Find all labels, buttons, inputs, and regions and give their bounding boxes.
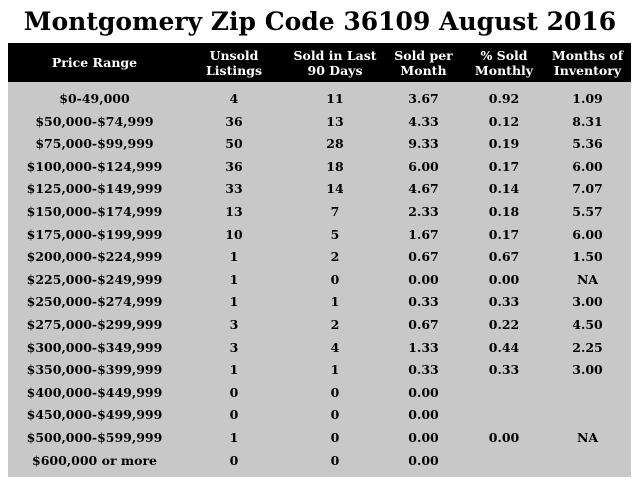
sold-90-days-cell: 0	[330, 452, 340, 468]
months-inventory-cell: 5.57	[572, 204, 603, 219]
price-range-cell: $225,000-$249,999	[26, 271, 163, 287]
table-row	[8, 224, 631, 247]
header-sold-month-line-1: Sold per	[394, 47, 453, 63]
unsold-listings-cell: 0	[229, 407, 239, 423]
price-range-cell: $500,000-$599,999	[26, 430, 163, 445]
table-row	[8, 337, 631, 360]
pct-sold-monthly-cell	[464, 382, 544, 405]
price-range-cell: $250,000-$274,999	[26, 294, 163, 310]
pct-sold-monthly-cell: 0.14	[488, 181, 520, 197]
unsold-listings-cell: 3	[229, 317, 239, 332]
header-sold-per-month	[383, 43, 464, 82]
price-range-cell: $300,000-$349,999	[26, 339, 163, 355]
sold-90-days-cell: 0	[330, 407, 340, 423]
header-pct-sold-line-2: Monthly	[474, 62, 534, 78]
sold-per-month-cell: 3.67	[408, 91, 439, 106]
sold-per-month-cell: 0.00	[408, 430, 439, 445]
price-range-cell: $75,000-$99,999	[35, 136, 154, 152]
table-row	[8, 111, 631, 134]
header-price-range	[8, 43, 181, 82]
sold-per-month-cell: 4.33	[408, 113, 439, 129]
header-pct-sold-monthly	[464, 43, 544, 82]
months-inventory-cell: 4.50	[572, 317, 603, 332]
header-pct-sold-line-1: % Sold	[480, 47, 528, 63]
months-inventory-cell: 6.00	[572, 158, 603, 174]
table-row	[8, 88, 631, 111]
page-title: Montgomery Zip Code 36109 August 2016	[23, 7, 617, 36]
sold-90-days-cell: 14	[326, 181, 344, 197]
price-range-cell: $150,000-$174,999	[26, 204, 163, 219]
sold-90-days-cell: 0	[330, 430, 340, 445]
months-inventory-cell: 1.50	[572, 249, 603, 265]
unsold-listings-cell: 1	[229, 430, 239, 445]
price-range-cell: $175,000-$199,999	[26, 226, 163, 242]
months-inventory-cell: NA	[576, 271, 599, 287]
price-range-cell: $100,000-$124,999	[26, 158, 163, 174]
months-inventory-cell: 3.00	[572, 294, 603, 310]
table-row	[8, 450, 631, 473]
header-months-inv-line-2: Inventory	[553, 62, 622, 78]
header-months-inventory	[544, 43, 631, 82]
unsold-listings-cell: 1	[229, 294, 239, 310]
price-range-cell: $400,000-$449,999	[26, 384, 163, 400]
sold-90-days-cell: 13	[326, 113, 344, 129]
sold-90-days-cell: 2	[330, 249, 340, 265]
unsold-listings-cell: 1	[229, 249, 239, 265]
header-price-range-line-1: Price Range	[51, 55, 138, 70]
months-inventory-cell: 7.07	[572, 181, 603, 197]
price-range-cell: $125,000-$149,999	[26, 181, 163, 197]
months-inventory-cell: 3.00	[572, 362, 603, 378]
pct-sold-monthly-cell: 0.33	[488, 362, 520, 378]
sold-per-month-cell: 0.00	[408, 452, 439, 468]
sold-90-days-cell: 1	[330, 294, 340, 310]
months-inventory-cell	[544, 450, 631, 473]
table-row	[8, 201, 631, 224]
unsold-listings-cell: 50	[225, 136, 243, 152]
table-header-row	[8, 43, 631, 82]
sold-90-days-cell: 0	[330, 384, 340, 400]
table-row	[8, 133, 631, 156]
pct-sold-monthly-cell: 0.19	[488, 136, 520, 152]
sold-per-month-cell: 0.00	[408, 271, 439, 287]
header-months-inv-line-1: Months of	[551, 47, 624, 63]
table-row	[8, 382, 631, 405]
sold-per-month-cell: 9.33	[408, 136, 439, 152]
unsold-listings-cell: 36	[225, 113, 243, 129]
header-unsold-line-2: Listings	[206, 62, 262, 78]
pct-sold-monthly-cell: 0.67	[488, 249, 520, 265]
header-sold-month-line-2: Month	[400, 62, 447, 78]
months-inventory-cell	[544, 382, 631, 405]
pct-sold-monthly-cell: 0.33	[488, 294, 520, 310]
header-sold-90-days	[287, 43, 383, 82]
unsold-listings-cell: 13	[225, 204, 243, 219]
table-row	[8, 178, 631, 201]
months-inventory-cell: 2.25	[572, 339, 603, 355]
sold-per-month-cell: 0.00	[408, 384, 439, 400]
table-row	[8, 404, 631, 427]
header-unsold-listings	[181, 43, 287, 82]
unsold-listings-cell: 33	[225, 181, 243, 197]
price-range-cell: $275,000-$299,999	[26, 317, 163, 332]
table-row	[8, 427, 631, 450]
unsold-listings-cell: 0	[229, 384, 239, 400]
sold-90-days-cell: 1	[330, 362, 340, 378]
unsold-listings-cell: 0	[229, 452, 239, 468]
pct-sold-monthly-cell: 0.00	[488, 430, 520, 445]
header-sold-90-line-2: 90 Days	[307, 62, 363, 78]
months-inventory-cell: 5.36	[572, 136, 603, 152]
months-inventory-cell: 1.09	[572, 91, 603, 106]
table-row	[8, 246, 631, 269]
inventory-table	[8, 43, 631, 477]
months-inventory-cell: 6.00	[572, 226, 603, 242]
table-row	[8, 156, 631, 179]
sold-90-days-cell: 28	[326, 136, 344, 152]
sold-90-days-cell: 18	[326, 158, 344, 174]
price-range-cell: $600,000 or more	[32, 452, 157, 468]
unsold-listings-cell: 3	[229, 339, 239, 355]
months-inventory-cell: NA	[576, 430, 599, 445]
sold-per-month-cell: 1.67	[408, 226, 439, 242]
unsold-listings-cell: 10	[225, 226, 243, 242]
pct-sold-monthly-cell: 0.44	[488, 339, 520, 355]
sold-90-days-cell: 4	[330, 339, 340, 355]
sold-per-month-cell: 1.33	[408, 339, 439, 355]
sold-90-days-cell: 0	[330, 271, 340, 287]
price-range-cell: $50,000-$74,999	[35, 113, 154, 129]
pct-sold-monthly-cell: 0.17	[488, 158, 520, 174]
sold-per-month-cell: 0.00	[408, 407, 439, 423]
table-row	[8, 291, 631, 314]
unsold-listings-cell: 36	[225, 158, 243, 174]
sold-90-days-cell: 2	[330, 317, 340, 332]
sold-per-month-cell: 6.00	[408, 158, 439, 174]
price-range-cell: $200,000-$224,999	[26, 249, 163, 265]
table-row	[8, 359, 631, 382]
sold-per-month-cell: 0.33	[408, 294, 439, 310]
unsold-listings-cell: 4	[229, 91, 239, 106]
months-inventory-cell: 8.31	[572, 113, 603, 129]
sold-90-days-cell: 11	[326, 91, 344, 106]
table-row	[8, 314, 631, 337]
table-row	[8, 269, 631, 292]
pct-sold-monthly-cell: 0.12	[488, 113, 520, 129]
pct-sold-monthly-cell: 0.18	[488, 204, 520, 219]
sold-per-month-cell: 0.33	[408, 362, 439, 378]
header-sold-90-line-1: Sold in Last	[293, 47, 377, 63]
pct-sold-monthly-cell: 0.17	[488, 226, 520, 242]
sold-90-days-cell: 5	[330, 226, 340, 242]
sold-90-days-cell: 7	[330, 204, 340, 219]
price-range-cell: $450,000-$499,999	[26, 407, 163, 423]
sold-per-month-cell: 0.67	[408, 249, 439, 265]
pct-sold-monthly-cell	[464, 450, 544, 473]
months-inventory-cell	[544, 404, 631, 427]
sold-per-month-cell: 4.67	[408, 181, 439, 197]
unsold-listings-cell: 1	[229, 271, 239, 287]
pct-sold-monthly-cell: 0.00	[488, 271, 520, 287]
pct-sold-monthly-cell: 0.22	[488, 317, 520, 332]
price-range-cell: $0-49,000	[59, 91, 130, 106]
unsold-listings-cell: 1	[229, 362, 239, 378]
pct-sold-monthly-cell	[464, 404, 544, 427]
pct-sold-monthly-cell: 0.92	[488, 91, 520, 106]
sold-per-month-cell: 0.67	[408, 317, 439, 332]
header-unsold-line-1: Unsold	[209, 47, 259, 63]
price-range-cell: $350,000-$399,999	[26, 362, 163, 378]
sold-per-month-cell: 2.33	[408, 204, 439, 219]
